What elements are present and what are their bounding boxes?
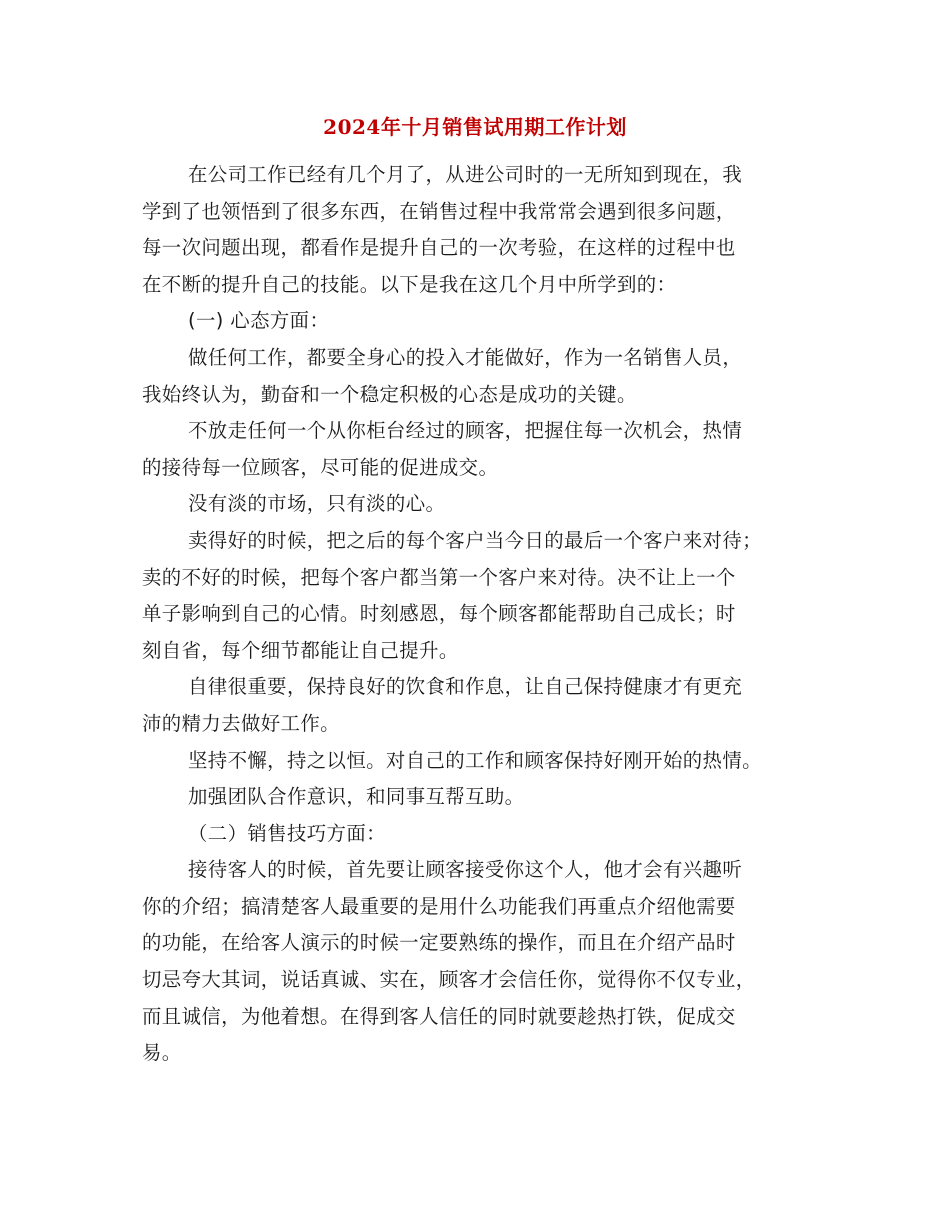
- text-line: 易。: [142, 1041, 182, 1065]
- text-line: 切忌夸大其词，说话真诚、实在，顾客才会信任你，觉得你不仅专业，: [142, 968, 756, 992]
- section-heading-mindset: [142, 303, 802, 340]
- text-line: （二）销售技巧方面：: [188, 821, 386, 845]
- text-line: 学到了也领悟到了很多东西，在销售过程中我常常会遇到很多问题，: [142, 199, 736, 223]
- document-body: [142, 157, 802, 1072]
- text-line: 做任何工作，都要全身心的投入才能做好，作为一名销售人员，: [188, 345, 743, 369]
- text-line: 沛的精力去做好工作。: [142, 711, 340, 735]
- text-line: 每一次问题出现，都看作是提升自己的一次考验，在这样的过程中也: [142, 236, 736, 260]
- text-line: 卖的不好的时候，把每个客户都当第一个客户来对待。决不让上一个: [142, 565, 736, 589]
- paragraph: [142, 669, 802, 742]
- text-line: 单子影响到自己的心情。时刻感恩，每个顾客都能帮助自己成长；时: [142, 602, 736, 626]
- text-line: 坚持不懈，持之以恒。对自己的工作和顾客保持好刚开始的热情。: [188, 748, 762, 772]
- paragraph: [142, 852, 802, 1072]
- paragraph: [142, 743, 802, 780]
- document-title: 2024年十月销售试用期工作计划: [323, 115, 627, 139]
- section-heading-sales-skills: [142, 816, 802, 853]
- paragraph: [142, 779, 802, 816]
- text-line: 卖得好的时候，把之后的每个客户当今日的最后一个客户来对待；: [188, 528, 762, 552]
- text-line: 没有淡的市场，只有淡的心。: [188, 492, 446, 516]
- paragraph: [142, 486, 802, 523]
- text-line: 接待客人的时候，首先要让顾客接受你这个人，他才会有兴趣听: [188, 858, 743, 882]
- paragraph: [142, 413, 802, 486]
- paragraph-intro: [142, 157, 802, 303]
- text-line: 在公司工作已经有几个月了，从进公司时的一无所知到现在，我: [188, 163, 743, 186]
- text-line: 自律很重要，保持良好的饮食和作息，让自己保持健康才有更充: [188, 675, 743, 699]
- text-line: 刻自省，每个细节都能让自己提升。: [142, 638, 459, 662]
- text-line: 不放走任何一个从你柜台经过的顾客，把握住每一次机会，热情: [188, 419, 743, 443]
- text-line: (一) 心态方面：: [188, 309, 330, 333]
- text-line: 在不断的提升自己的技能。以下是我在这几个月中所学到的：: [142, 272, 677, 296]
- paragraph: [142, 340, 802, 413]
- text-line: 我始终认为，勤奋和一个稳定积极的心态是成功的关键。: [142, 382, 637, 406]
- text-line: 的接待每一位顾客，尽可能的促进成交。: [142, 455, 499, 479]
- text-line: 的功能，在给客人演示的时候一定要熟练的操作，而且在介绍产品时: [142, 931, 736, 955]
- text-line: 你的介绍；搞清楚客人最重要的是用什么功能我们再重点介绍他需要: [142, 894, 736, 918]
- text-line: 而且诚信，为他着想。在得到客人信任的同时就要趁热打铁，促成交: [142, 1004, 736, 1028]
- text-line: 加强团队合作意识，和同事互帮互助。: [188, 785, 525, 809]
- paragraph: [142, 523, 802, 669]
